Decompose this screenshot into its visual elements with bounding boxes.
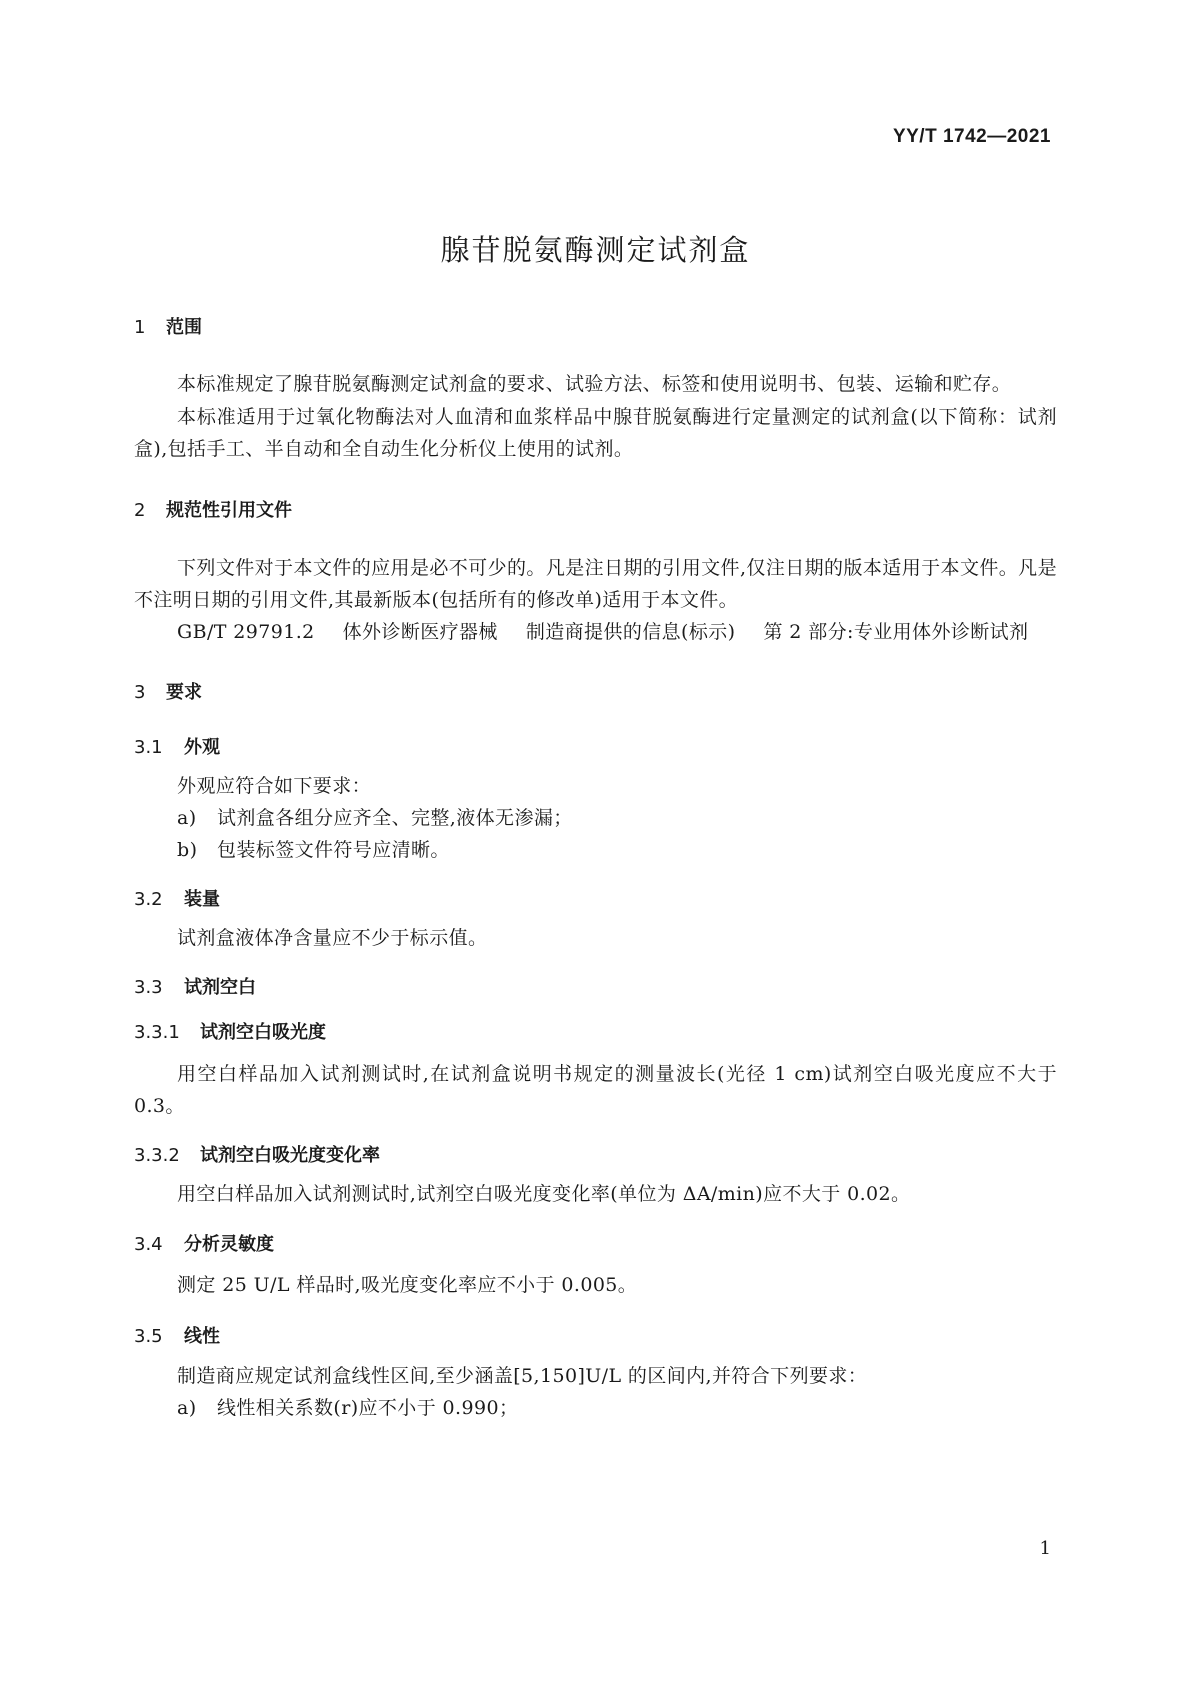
standard-number: YY/T 1742—2021 [892,126,1051,147]
section-title: 试剂空白吸光度变化率 [200,1145,380,1166]
list-item-text: 试剂盒各组分应齐全、完整,液体无渗漏； [217,807,573,829]
section-number: 3.5 [134,1326,163,1347]
list-marker: a) [177,807,197,829]
paragraph: 制造商应规定试剂盒线性区间,至少涵盖[5,150]U/L 的区间内,并符合下列要求： [177,1365,868,1387]
section-title: 线性 [184,1326,220,1347]
list-marker: a) [177,1397,197,1419]
reference-title-part: 第 2 部分:专业用体外诊断试剂 [763,621,1029,643]
subsection-heading-3-3-2 [134,1141,380,1167]
list-marker: b) [177,839,198,861]
list-item-text: 包装标签文件符号应清晰。 [217,839,450,861]
section-title: 试剂空白 [184,977,256,998]
section-title: 要求 [166,682,202,703]
list-item [177,1392,518,1424]
paragraph: 用空白样品加入试剂测试时,在试剂盒说明书规定的测量波长(光径 1 cm)试剂空白吸光度应不大于 0.3。 [134,1063,1057,1117]
section-number: 3.4 [134,1234,163,1255]
paragraph: 本标准适用于过氧化物酶法对人血清和血浆样品中腺苷脱氨酶进行定量测定的试剂盒(以下简称：试剂盒),包括手工、半自动和全自动生化分析仪上使用的试剂。 [134,406,1057,460]
reference-code: GB/T 29791.2 [177,621,315,643]
list-item-text: 线性相关系数(r)应不小于 0.990； [217,1397,519,1419]
paragraph: 下列文件对于本文件的应用是必不可少的。凡是注日期的引用文件,仅注日期的版本适用于本文件。凡是不注明日期的引用文件,其最新版本(包括所有的修改单)适用于本文件。 [134,557,1057,611]
paragraph: 用空白样品加入试剂测试时,试剂空白吸光度变化率(单位为 ΔA/min)应不大于 0.02。 [177,1183,911,1205]
list-item [177,802,573,834]
list-item [177,834,450,866]
paragraph: 测定 25 U/L 样品时,吸光度变化率应不小于 0.005。 [177,1274,638,1296]
section-title: 分析灵敏度 [184,1234,274,1255]
section-heading-1 [134,313,202,339]
paragraph: 本标准规定了腺苷脱氨酶测定试剂盒的要求、试验方法、标签和使用说明书、包装、运输和贮存。 [177,373,1012,395]
section-title: 规范性引用文件 [166,500,292,521]
section-number: 2 [134,500,146,521]
section-number: 1 [134,317,146,338]
page-number: 1 [1039,1538,1051,1559]
paragraph: 外观应符合如下要求： [177,775,372,797]
subsection-heading-3-3-1 [134,1018,326,1044]
reference-title-part: 体外诊断医疗器械 [342,621,498,643]
subsection-heading-3-5 [134,1322,220,1348]
section-number: 3 [134,682,146,703]
section-number: 3.3.1 [134,1022,180,1043]
document-title: 腺苷脱氨酶测定试剂盒 [440,233,751,267]
subsection-heading-3-3 [134,973,256,999]
section-title: 范围 [166,317,202,338]
reference-title-part: 制造商提供的信息(标示) [525,621,736,643]
section-number: 3.1 [134,737,163,758]
section-number: 3.2 [134,889,163,910]
section-title: 试剂空白吸光度 [200,1022,326,1043]
section-title: 装量 [184,889,220,910]
section-number: 3.3.2 [134,1145,180,1166]
section-title: 外观 [184,737,220,758]
section-heading-3 [134,678,202,704]
paragraph: 试剂盒液体净含量应不少于标示值。 [177,927,488,949]
subsection-heading-3-1 [134,733,220,759]
subsection-heading-3-2 [134,885,220,911]
subsection-heading-3-4 [134,1230,274,1256]
section-number: 3.3 [134,977,163,998]
normative-reference [177,616,1028,648]
section-heading-2 [134,496,292,522]
